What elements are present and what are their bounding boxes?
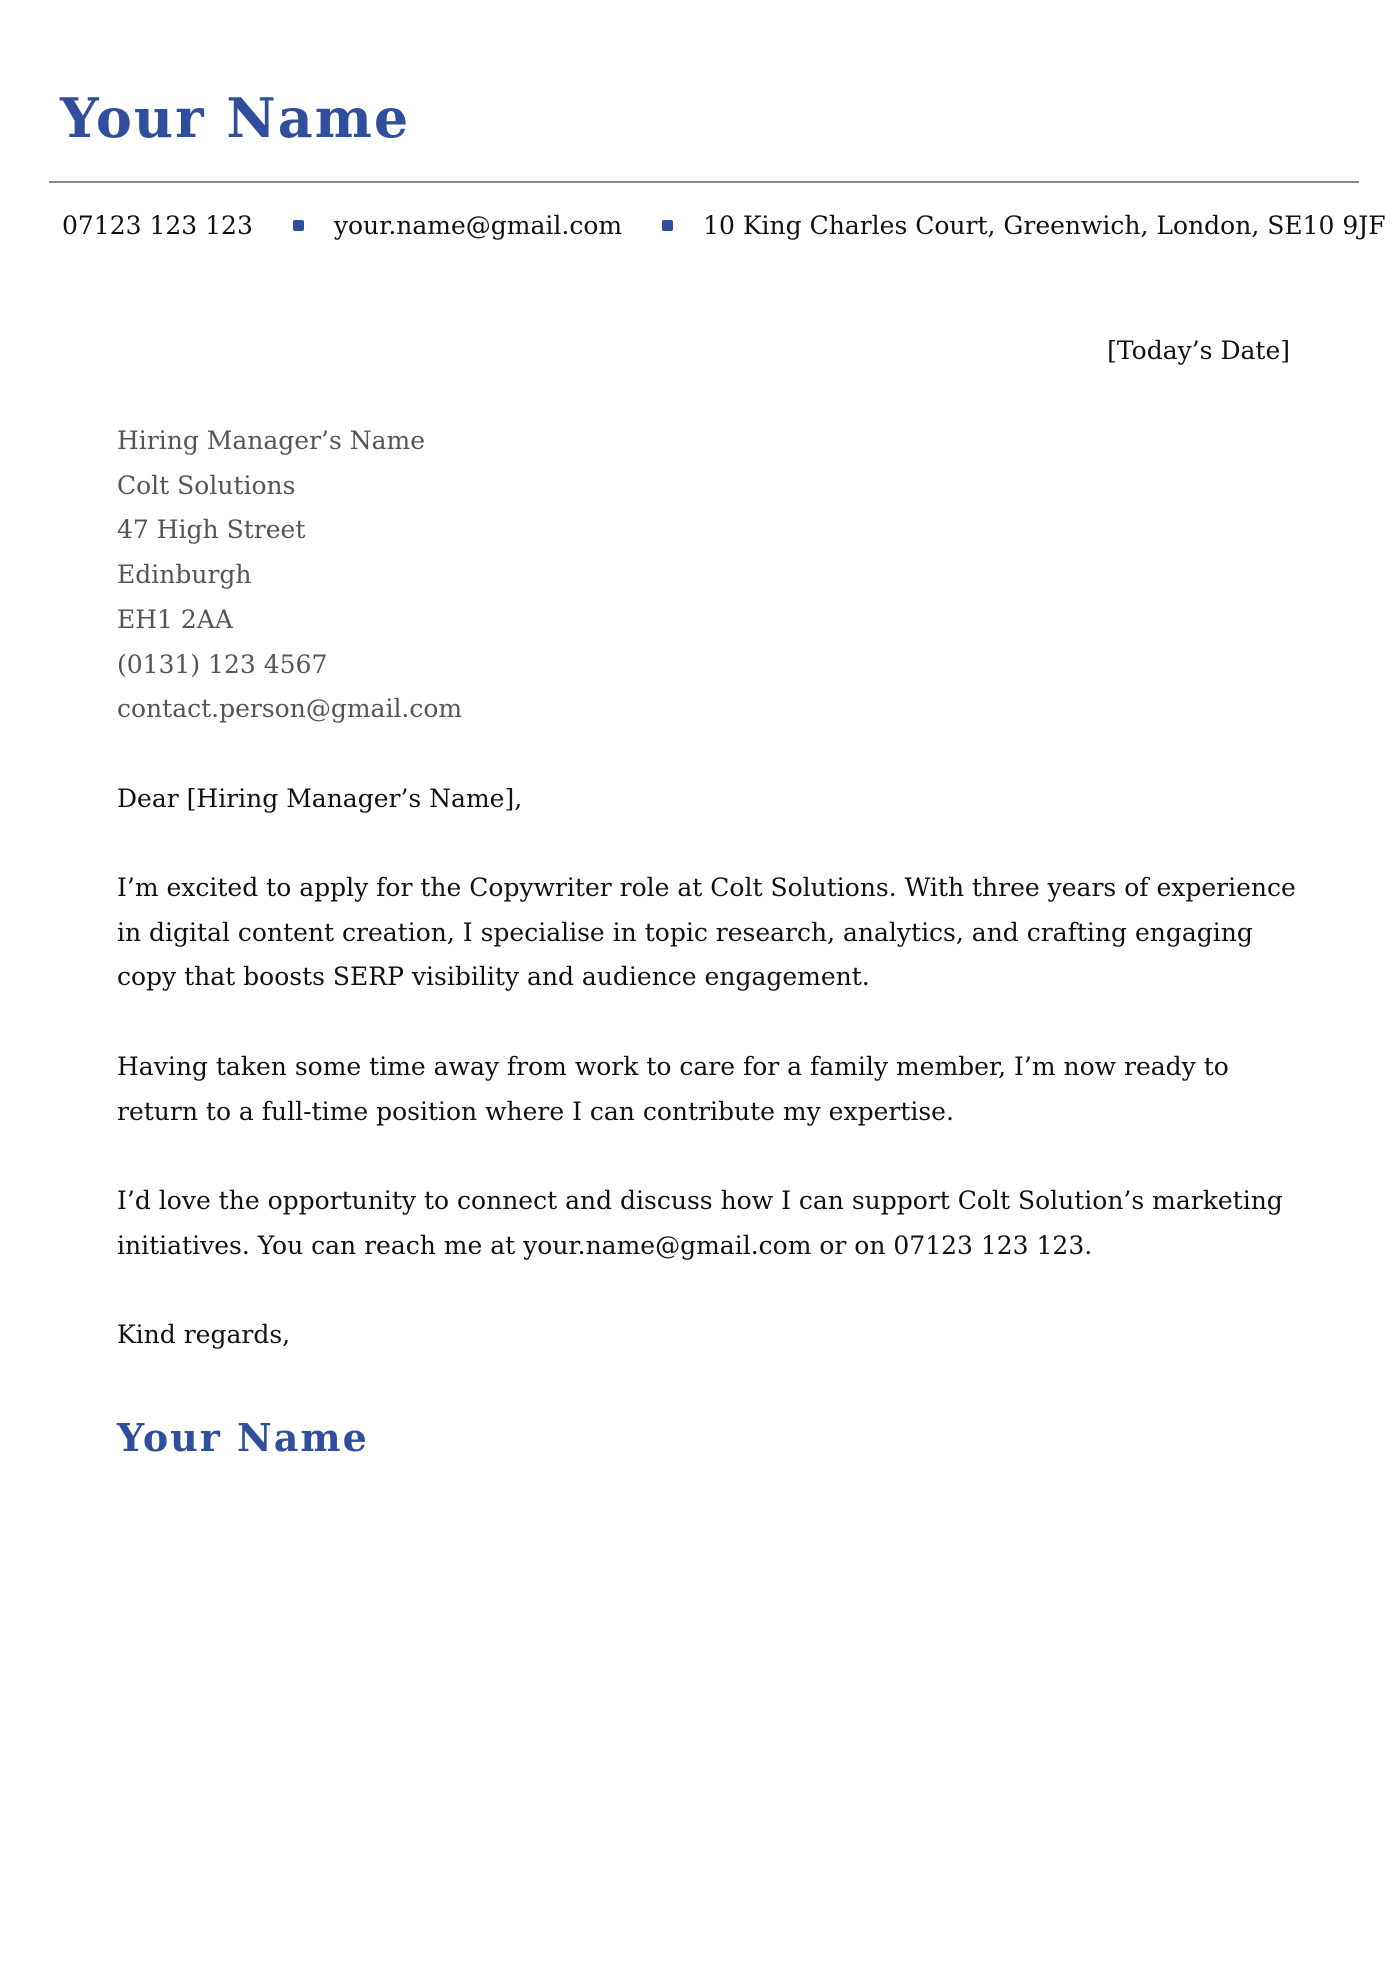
- recipient-email: contact.person@gmail.com: [117, 694, 463, 724]
- contact-email: your.name@gmail.com: [333, 210, 623, 240]
- closing: Kind regards,: [117, 1319, 291, 1349]
- contact-row: [62, 203, 1386, 247]
- bullet-icon: [293, 220, 304, 231]
- contact-phone: 07123 123 123: [62, 210, 253, 240]
- header-name: Your Name: [60, 86, 411, 150]
- letter-paragraph: Having taken some time away from work to care for a family member, I’m now ready to return to a full-time position where I can contribute my expertise.: [117, 1051, 1229, 1126]
- recipient-name: Hiring Manager’s Name: [117, 426, 426, 455]
- recipient-company: Colt Solutions: [117, 470, 296, 500]
- signature-name: Your Name: [117, 1415, 369, 1460]
- contact-address: 10 King Charles Court, Greenwich, London, SE10 9JF: [703, 210, 1386, 240]
- recipient-street: 47 High Street: [117, 515, 306, 545]
- header-divider: [49, 181, 1359, 183]
- letter-date: [Today’s Date]: [1107, 336, 1290, 365]
- recipient-block: [117, 419, 1297, 732]
- letter-body: [117, 419, 1297, 1358]
- recipient-city: Edinburgh: [117, 560, 252, 590]
- letter-paragraph: I’m excited to apply for the Copywriter role at Colt Solutions. With three years of experience in digital content creation, I specialise in topic research, analytics, and crafting engaging copy that boosts SERP visibility and audience engagement.: [117, 873, 1296, 992]
- recipient-postcode: EH1 2AA: [117, 604, 233, 634]
- letter-paragraph: I’d love the opportunity to connect and discuss how I can support Colt Solution’s marketing initiatives. You can reach me at your.name@gmail.com or on 07123 123 123.: [117, 1185, 1283, 1260]
- bullet-icon: [662, 220, 673, 231]
- salutation: Dear [Hiring Manager’s Name],: [117, 783, 523, 813]
- recipient-phone: (0131) 123 4567: [117, 649, 328, 679]
